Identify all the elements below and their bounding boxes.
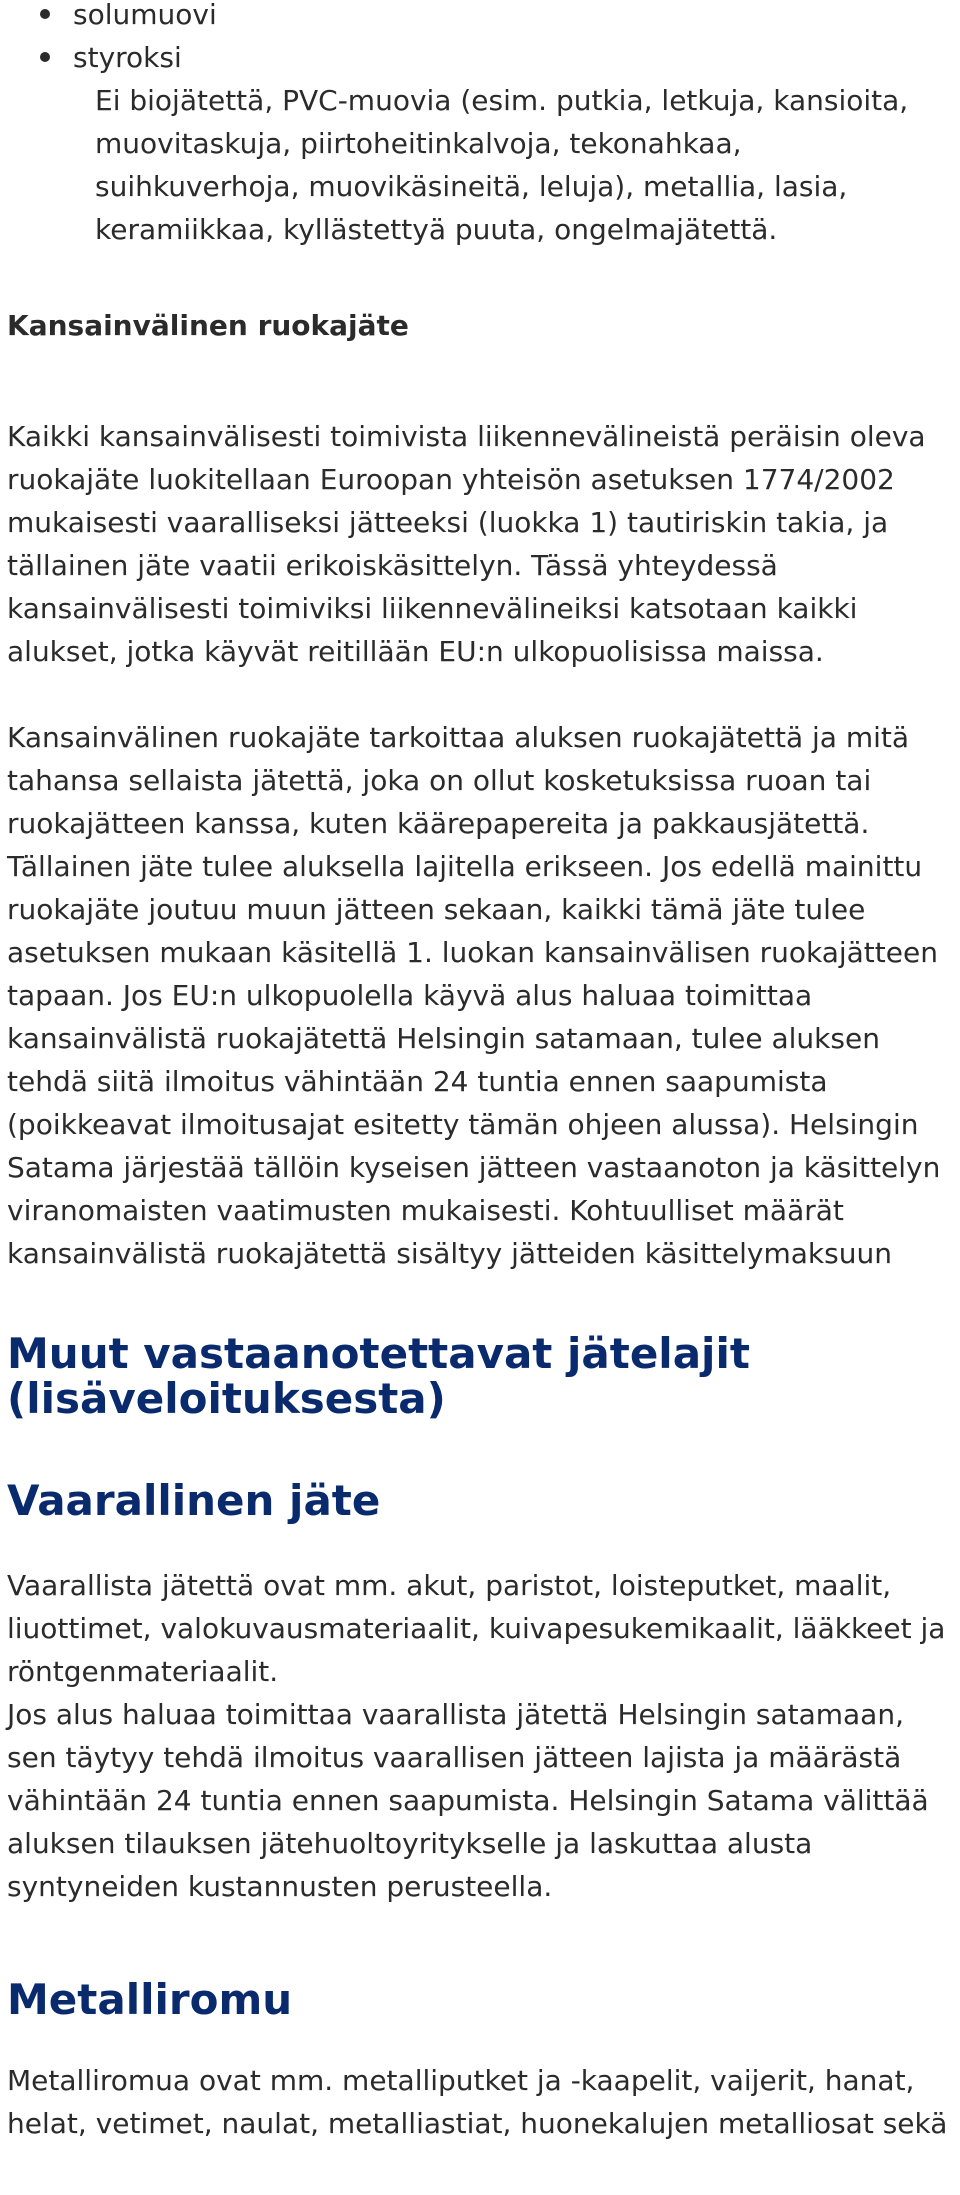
other-waste-heading-line-1: Muut vastaanotettavat jätelajit [7,1329,750,1378]
list-item: styroksi [7,36,952,79]
intl-food-waste-paragraph-1: Kaikki kansainvälisesti toimivista liikennevälineistä peräisin oleva ruokajäte luokitellaan Euroopan yhteisön asetuksen 1774/2002 mukaisesti vaaralliseksi jätteeksi (luokka 1) tautiriskin takia, ja tällainen jäte vaatii erikoiskäsittelyn. Tässä yhteydessä kansainvälisesti toimiviksi liikennevälineiksi katsotaan kaikki alukset, jotka käyvät reitillään EU:n ulkopuolisissa maissa. [7,420,926,668]
not-biowaste-note: Ei biojätettä, PVC-muovia (esim. putkia, letkuja, kansioita, muovitaskuja, piirtoheitinkalvoja, tekonahkaa, suihkuverhoja, muovikäsineitä, leluja), metallia, lasia, keramiikkaa, kyllästettyä puuta, ongelmajätettä. [95,84,909,246]
other-waste-heading [7,1331,952,1421]
intl-food-waste-heading: Kansainvälinen ruokajäte [7,309,409,342]
document-page [7,0,952,2145]
scrap-metal-paragraph-1: Metalliromua ovat mm. metalliputket ja -kaapelit, vaijerit, hanat, helat, vetimet, naulat, metalliastiat, huonekalujen metalliosat sekä [7,2064,948,2140]
hazardous-waste-paragraph-2: Jos alus haluaa toimittaa vaarallista jätettä Helsingin satamaan, sen täytyy tehdä ilmoitus vaarallisen jätteen lajista ja määrästä vähintään 24 tuntia ennen saapumista. Helsingin Satama välittää aluksen tilauksen jätehuoltoyritykselle ja laskuttaa alusta syntyneiden kustannusten perusteella. [7,1698,929,1903]
intl-food-waste-paragraph-2: Kansainvälinen ruokajäte tarkoittaa aluksen ruokajätettä ja mitä tahansa sellaista jätettä, joka on ollut kosketuksissa ruoan tai ruokajätteen kanssa, kuten käärepapereita ja pakkausjätettä. Tällainen jäte tulee aluksella lajitella erikseen. Jos edellä mainittu ruokajäte joutuu muun jätteen sekaan, kaikki tämä jäte tulee asetuksen mukaan käsitellä 1. luokan kansainvälisen ruokajätteen tapaan. Jos EU:n ulkopuolella käyvä alus haluaa toimittaa kansainvälistä ruokajätettä Helsingin satamaan, tulee aluksen tehdä siitä ilmoitus vähintään 24 tuntia ennen saapumista (poikkeavat ilmoitusajat esitetty tämän ohjeen alussa). Helsingin Satama järjestää tällöin kyseisen jätteen vastaanoton ja käsittelyn viranomaisten vaatimusten mukaisesti. Kohtuulliset määrät kansainvälistä ruokajätettä sisältyy jätteiden käsittelymaksuun [7,721,941,1270]
list-item: solumuovi [7,0,952,36]
hazardous-waste-heading: Vaarallinen jäte [7,1476,381,1525]
hazardous-waste-paragraph-1: Vaarallista jätettä ovat mm. akut, paristot, loisteputket, maalit, liuottimet, valokuvausmateriaalit, kuivapesukemikaalit, lääkkeet ja röntgenmateriaalit. [7,1569,946,1688]
scrap-metal-heading: Metalliromu [7,1975,293,2024]
material-list [7,0,952,79]
other-waste-heading-line-2: (lisäveloituksesta) [7,1374,446,1423]
